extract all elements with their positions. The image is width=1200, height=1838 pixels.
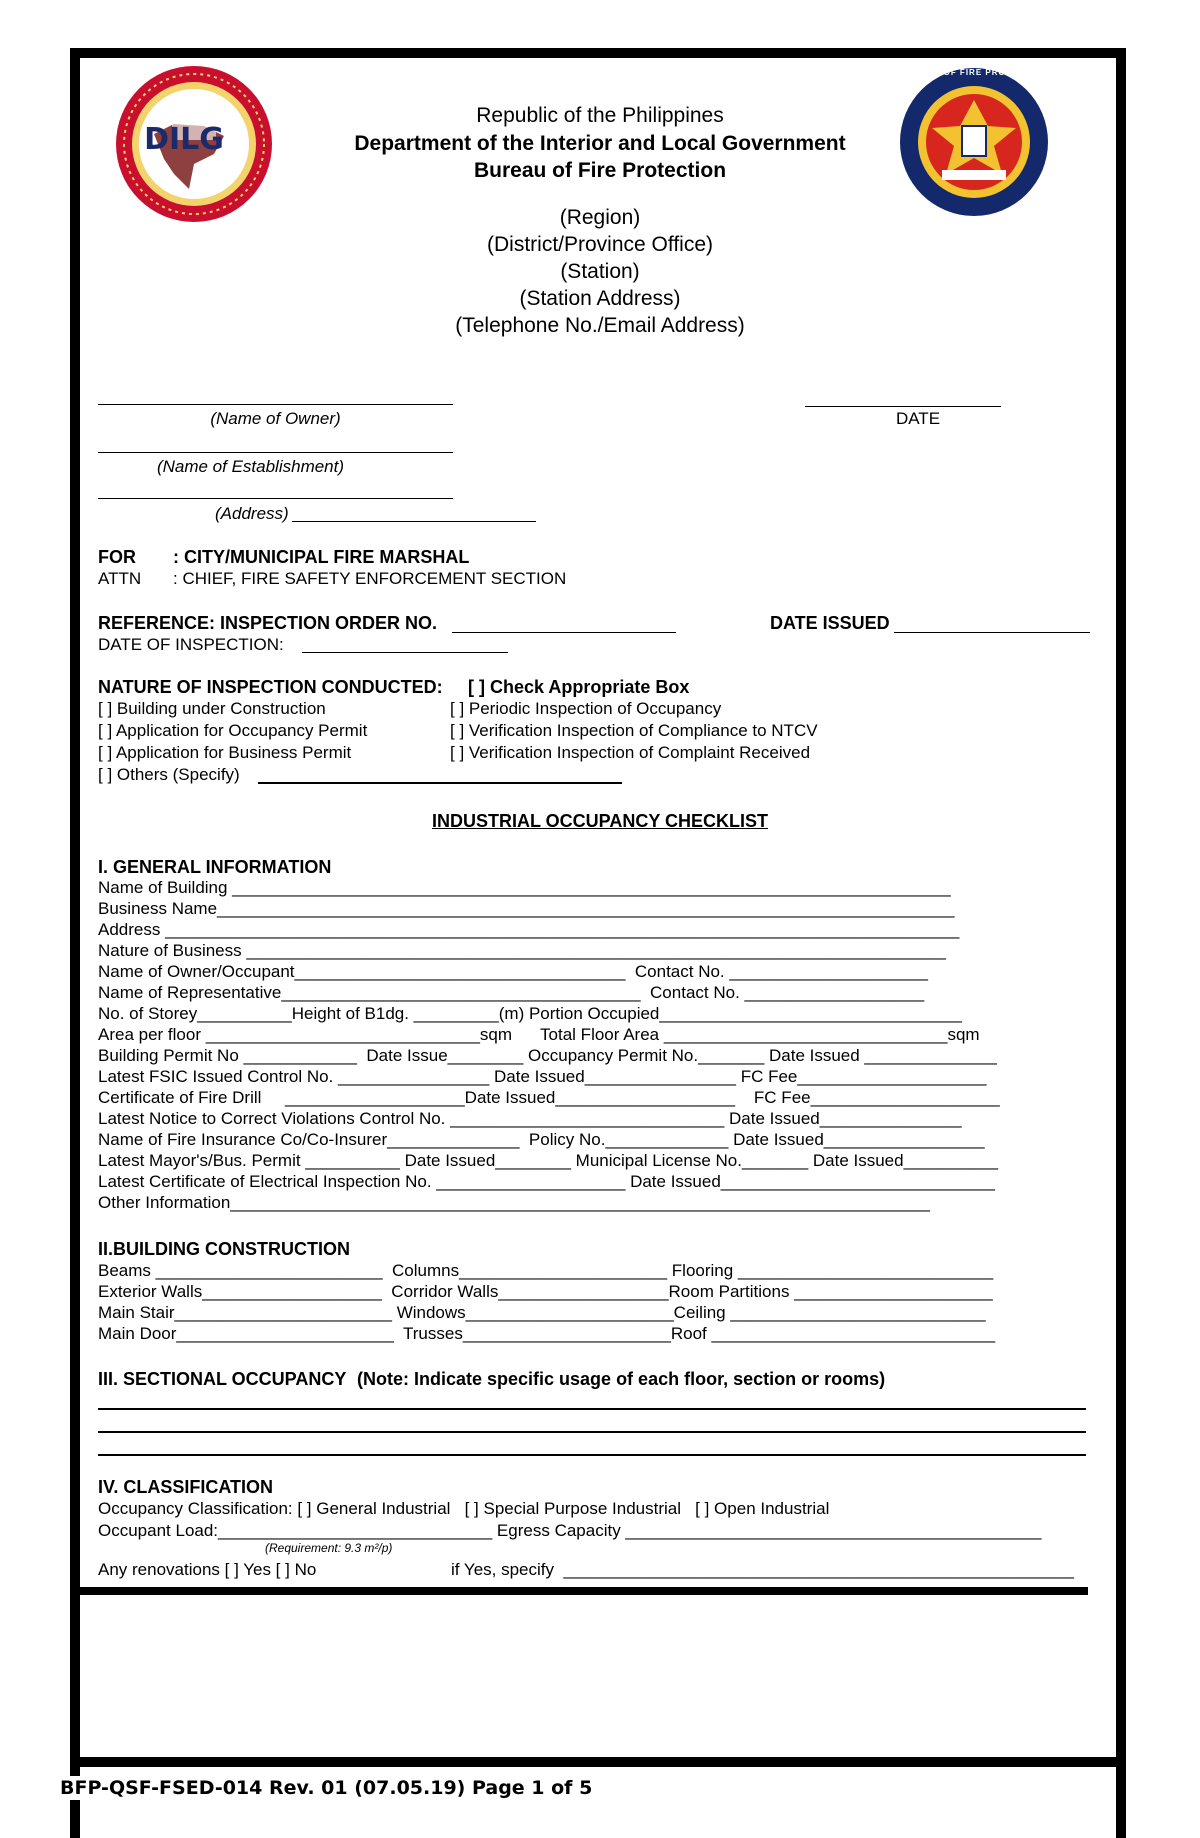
construction-fields [98,1260,1108,1344]
date-issued-label: DATE ISSUED [770,613,890,633]
nature-option-others[interactable]: [ ] Others (Specify) [98,765,240,784]
occupant-load-row [98,1520,1108,1541]
door-trusses-roof-field[interactable]: Main Door_______________________ Trusses______________________Roof ______________________________ [98,1324,996,1343]
date-line[interactable] [805,406,1001,407]
checklist-title: INDUSTRIAL OCCUPANCY CHECKLIST [431,811,768,831]
fire-insurance-field[interactable]: Name of Fire Insurance Co/Co-Insurer______________ Policy No._____________ Date Issued_________________ [98,1130,985,1149]
sectional-line-1[interactable] [98,1408,1086,1410]
footer-separator [70,1757,1116,1767]
nature-of-business-field[interactable]: Nature of Business __________________________________________________________________________ [98,941,946,960]
occupant-load-field[interactable]: Occupant Load:_____________________________ Egress Capacity ____________________________________________ [98,1521,1042,1540]
nature-option-construction[interactable]: [ ] Building under Construction [98,699,326,718]
page-border-left [70,48,80,1838]
sectional-line-3[interactable] [98,1454,1086,1456]
beams-columns-flooring-field[interactable]: Beams ________________________ Columns______________________ Flooring ___________________________ [98,1261,994,1280]
others-specify-field[interactable] [258,782,622,784]
region-placeholder: (Region) [559,206,641,229]
mayors-permit-field[interactable]: Latest Mayor's/Bus. Permit __________ Date Issued________ Municipal License No._______ Date Issued__________ [98,1151,999,1170]
owner-line[interactable] [98,404,453,405]
business-name-field[interactable]: Business Name______________________________________________________________________________ [98,899,955,918]
page-border-top [70,48,1126,58]
country-name: Republic of the Philippines [476,104,724,127]
stair-windows-ceiling-field[interactable]: Main Stair_______________________ Windows______________________Ceiling ___________________________ [98,1303,986,1322]
general-info-title: I. GENERAL INFORMATION [98,857,332,877]
address-line-2[interactable] [292,521,536,522]
building-permit-field[interactable]: Building Permit No ____________ Date Issue________ Occupancy Permit No._______ Date Issued ______________ [98,1046,997,1065]
form-code: BFP-QSF-FSED-014 Rev. 01 (07.05.19) Page 1 of 5 [60,1777,593,1799]
bureau-name: Bureau of Fire Protection [473,159,727,182]
fsic-field[interactable]: Latest FSIC Issued Control No. ________________ Date Issued________________ FC Fee____________________ [98,1067,987,1086]
inspection-order-field[interactable] [452,632,676,633]
nature-option-ntcv[interactable]: [ ] Verification Inspection of Compliance to NTCV [450,721,818,740]
station-address-placeholder: (Station Address) [519,287,681,310]
address-label: (Address) [215,504,289,523]
building-name-field[interactable]: Name of Building ____________________________________________________________________________ [98,878,951,897]
address-line[interactable] [98,498,453,499]
nature-option-business-permit[interactable]: [ ] Application for Business Permit [98,743,352,762]
owner-label: (Name of Owner) [210,409,341,428]
construction-title: II.BUILDING CONSTRUCTION [98,1239,350,1259]
nature-option-periodic[interactable]: [ ] Periodic Inspection of Occupancy [450,699,722,718]
general-info-fields [98,877,1108,1213]
establishment-label: (Name of Establishment) [156,457,345,476]
nature-instruction: [ ] Check Appropriate Box [468,677,690,697]
renovations-options[interactable]: Any renovations [ ] Yes [ ] No [98,1560,317,1579]
section-separator [80,1587,1088,1595]
date-issued-field[interactable] [894,632,1090,633]
inspection-order-label: REFERENCE: INSPECTION ORDER NO. [98,613,438,633]
for-label: FOR [98,547,136,567]
dilg-logo-text: DILG [144,122,224,157]
address-field[interactable]: Address ____________________________________________________________________________________ [98,920,960,939]
owner-occupant-field[interactable]: Name of Owner/Occupant___________________________________ Contact No. _____________________ [98,962,928,981]
ntcv-field[interactable]: Latest Notice to Correct Violations Control No. _____________________________ Date Issued_______________ [98,1109,962,1128]
for-value: : CITY/MUNICIPAL FIRE MARSHAL [173,547,470,567]
other-information-field[interactable]: Other Information__________________________________________________________________________ [98,1193,930,1212]
page-border-right [1116,48,1126,1838]
walls-partitions-field[interactable]: Exterior Walls___________________ Corridor Walls__________________Room Partitions _____________________ [98,1282,993,1301]
establishment-line[interactable] [98,452,453,453]
contact-placeholder: (Telephone No./Email Address) [455,314,745,337]
classification-title: IV. CLASSIFICATION [98,1477,274,1497]
attn-value: : CHIEF, FIRE SAFETY ENFORCEMENT SECTION [173,569,567,588]
sectional-note: (Note: Indicate specific usage of each floor, section or rooms) [357,1369,886,1389]
attn-label: ATTN [98,569,142,588]
nature-title: NATURE OF INSPECTION CONDUCTED: [98,677,443,697]
station-placeholder: (Station) [560,260,640,283]
renovations-specify-field[interactable]: if Yes, specify ______________________________________________________ [451,1560,1074,1579]
storey-height-field[interactable]: No. of Storey__________Height of B1dg. _________(m) Portion Occupied________________________________ [98,1004,962,1023]
date-label: DATE [895,409,941,428]
bfp-seal-text: BUREAU OF FIRE PROTECTION [900,68,1048,77]
floor-area-field[interactable]: Area per floor _____________________________sqm Total Floor Area ______________________________sqm [98,1025,980,1044]
representative-field[interactable]: Name of Representative______________________________________ Contact No. ___________________ [98,983,925,1002]
district-placeholder: (District/Province Office) [487,233,713,256]
sectional-title: III. SECTIONAL OCCUPANCY [98,1369,347,1389]
nature-option-occupancy-permit[interactable]: [ ] Application for Occupancy Permit [98,721,368,740]
fire-drill-field[interactable]: Certificate of Fire Drill ___________________Date Issued___________________ FC Fee____________________ [98,1088,1000,1107]
footer-separator-tab [1116,1757,1126,1769]
date-of-inspection-field[interactable] [302,652,508,653]
occupancy-classification-options[interactable]: Occupancy Classification: [ ] General Industrial [ ] Special Purpose Industrial [ ] Open Industrial [98,1499,830,1518]
sectional-line-2[interactable] [98,1431,1086,1433]
requirement-note: (Requirement: 9.3 m²/p) [265,1541,393,1555]
electrical-inspection-field[interactable]: Latest Certificate of Electrical Inspection No. ____________________ Date Issued_____________________________ [98,1172,995,1191]
date-of-inspection-label: DATE OF INSPECTION: [98,635,284,654]
nature-option-complaint[interactable]: [ ] Verification Inspection of Complaint Received [450,743,811,762]
department-name: Department of the Interior and Local Government [354,132,846,155]
